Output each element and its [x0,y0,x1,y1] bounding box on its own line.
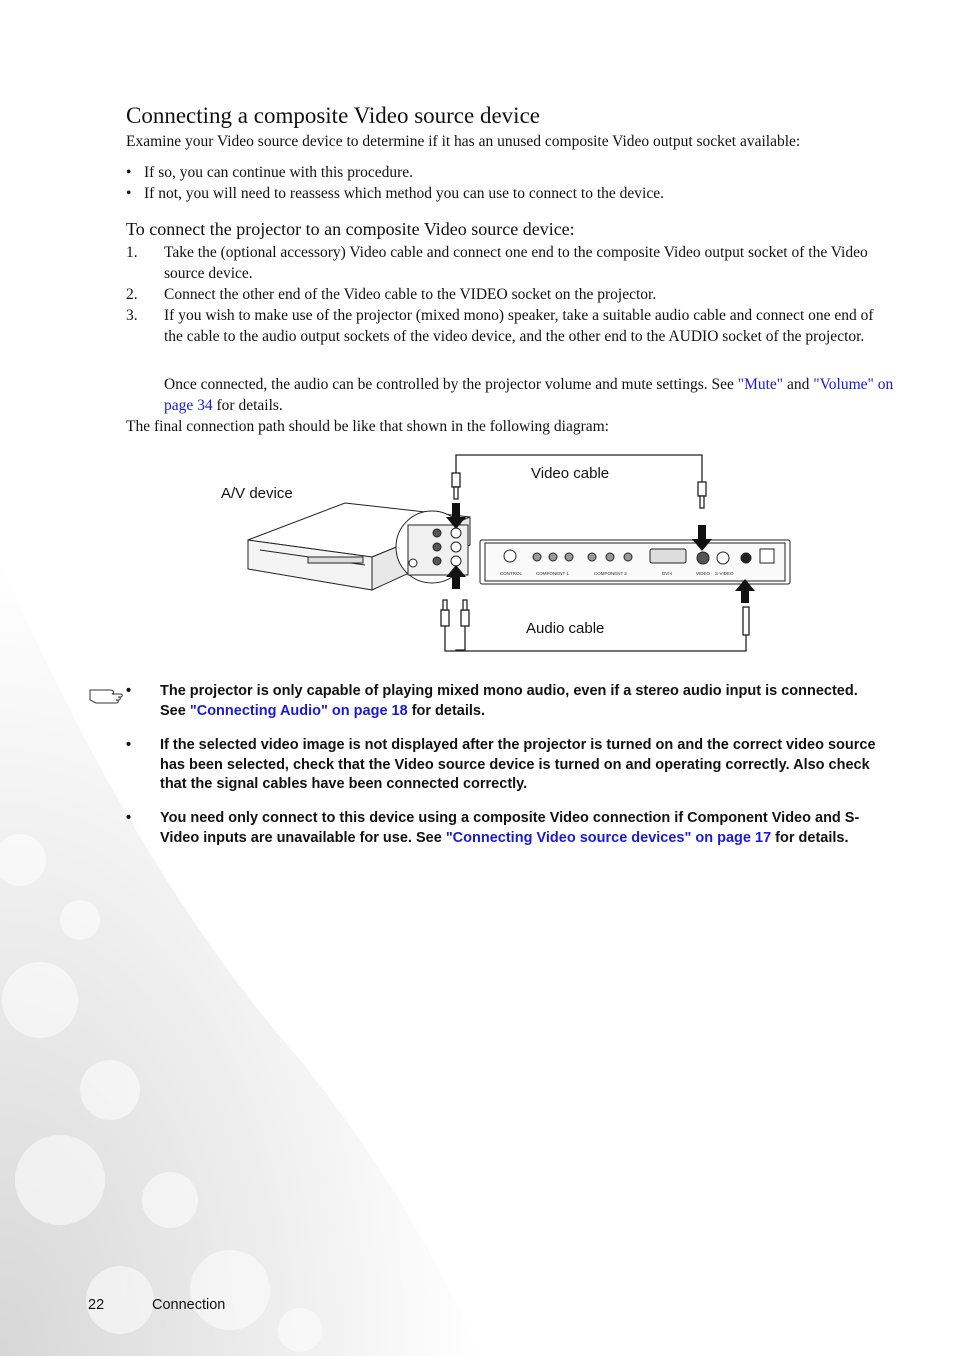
note-item: • You need only connect to this device using a composite Video connection if Component Video and S-Video inputs are unavailable for use. See "Connecting Video source devices" on page 17 for details. [126,810,860,846]
procedure-subheading: To connect the projector to an composite Video source device: [126,219,575,239]
footer-section-title: Connection [152,1297,226,1313]
step-number: 3. [126,307,138,324]
panel-label-video: VIDEO [696,571,711,576]
panel-label-control: CONTROL [500,571,523,576]
step-number: 2. [126,286,138,303]
note-text-post: for details. [407,702,486,719]
panel-label-component2: COMPONENT 2 [594,571,627,576]
panel-label-dvi: DVI-I [662,571,673,576]
note-item: • If the selected video image is not displayed after the projector is turned on and the correct video source has been selected, check that the Video source device is turned on and operating correctly. Also check that the signal cables have been connected correctly. [126,737,876,792]
step-extra-text [164,374,896,416]
note-text: If the selected video image is not displayed after the projector is turned on and the correct video source has been selected, check that the Video source device is turned on and operating correctly. Also check that the signal cables have been connected correctly. [160,737,876,792]
note-item: • The projector is only capable of playing mixed mono audio, even if a stereo audio input is connected. See "Connecting Audio" on page 18 for details. [126,683,858,719]
projector-back-panel [480,540,790,584]
step-extra-mid: and [783,376,814,393]
connection-diagram [200,445,820,670]
volume-link[interactable]: "Volume" on page 34 [164,376,894,414]
step-text: Take the (optional accessory) Video cable and connect one end to the composite Video output socket of the Video source device. [164,244,868,282]
connection-diagram-graphic [200,445,820,670]
step-2 [126,284,896,305]
step-text: If you wish to make use of the projector (mixed mono) speaker, take a suitable audio cable and connect one end of the cable to the audio output sockets of the video device, and the other end to the AUDIO socket of the projector. [164,307,874,345]
connecting-video-sources-link[interactable]: "Connecting Video source devices" on page 17 [445,829,772,846]
step-number: 1. [126,244,138,261]
step-3-extra [126,374,896,416]
page: Connecting a composite Video source device Examine your Video source device to determine if it has an unused composite Video output socket available: • If so, you can continue with this procedure. • If not, you will need to reassess which method you can use to connect to the device. To connect the projector to an composite Video source device: 1. Take the (optional accessory) Video cable and connect one end to the composite Video output socket of the Video source device. 2. Connect the other end of the Video cable to the VIDEO socket on the projector. 3. If you wish to make use of the projector (mixed mono) speaker, take a suitable audio cable and connect one end of the cable to the audio output sockets of the video device, and the other end to the AUDIO socket of the projector. Once connected, the audio can be controlled by the projector volume and mute settings. See "Mute" and "Volume" on page 34 for details. The final connection path should be like that shown in the following diagram: CONTROL COMPONENT 1 COMPONENT 2 DVI-I VIDEO S-VIDEO A/V device Video cable Audio cable • The projector is only capable of playing mixed mono audio, even if a stereo audio input is connected. See "Connecting Audio" on page 18 for details. • If the selected video image is not displayed after the projector is turned on and the correct video source has been selected, check that the Video source device is turned on and operating correctly. Also check that the signal cables have been connected correctly. • You need only connect to this device using a composite Video connection if Component Video and S-Video inputs are unavailable for use. See "Connecting Video source devices" on page 17 for details. 22 Connection [0,0,954,1356]
intro-paragraph: Examine your Video source device to determine if it has an unused composite Video output socket available: [126,133,801,150]
panel-labels [500,571,734,576]
step-text: Connect the other end of the Video cable to the VIDEO socket on the projector. [164,286,657,303]
step-3 [126,305,896,347]
mute-link[interactable]: "Mute" [737,376,784,393]
panel-label-svideo: S-VIDEO [715,571,734,576]
bullet-text: If not, you will need to reassess which method you can use to connect to the device. [144,185,664,202]
bullet-text: If so, you can continue with this procedure. [144,164,414,181]
page-number: 22 [88,1297,105,1313]
av-device-label: A/V device [221,485,293,502]
step-extra-pre: Once connected, the audio can be controlled by the projector volume and mute settings. See [164,376,738,393]
final-connection-text: The final connection path should be like that shown in the following diagram: [126,418,609,435]
page-heading: Connecting a composite Video source device [126,103,540,128]
step-1 [126,242,896,284]
note-text-post: for details. [771,829,849,846]
video-cable-label: Video cable [531,465,610,482]
pointing-hand-note-icon [88,684,128,706]
connecting-audio-link[interactable]: "Connecting Audio" on page 18 [189,702,408,719]
note-text: You need only connect to this device using a composite Video connection if Component Video and S-Video inputs are unavailable for use. See [160,810,860,846]
audio-cable-label: Audio cable [526,620,605,637]
note-text: The projector is only capable of playing mixed mono audio, even if a stereo audio input is connected. See [160,683,858,719]
panel-label-component1: COMPONENT 1 [536,571,569,576]
step-extra-post: for details. [212,397,283,414]
